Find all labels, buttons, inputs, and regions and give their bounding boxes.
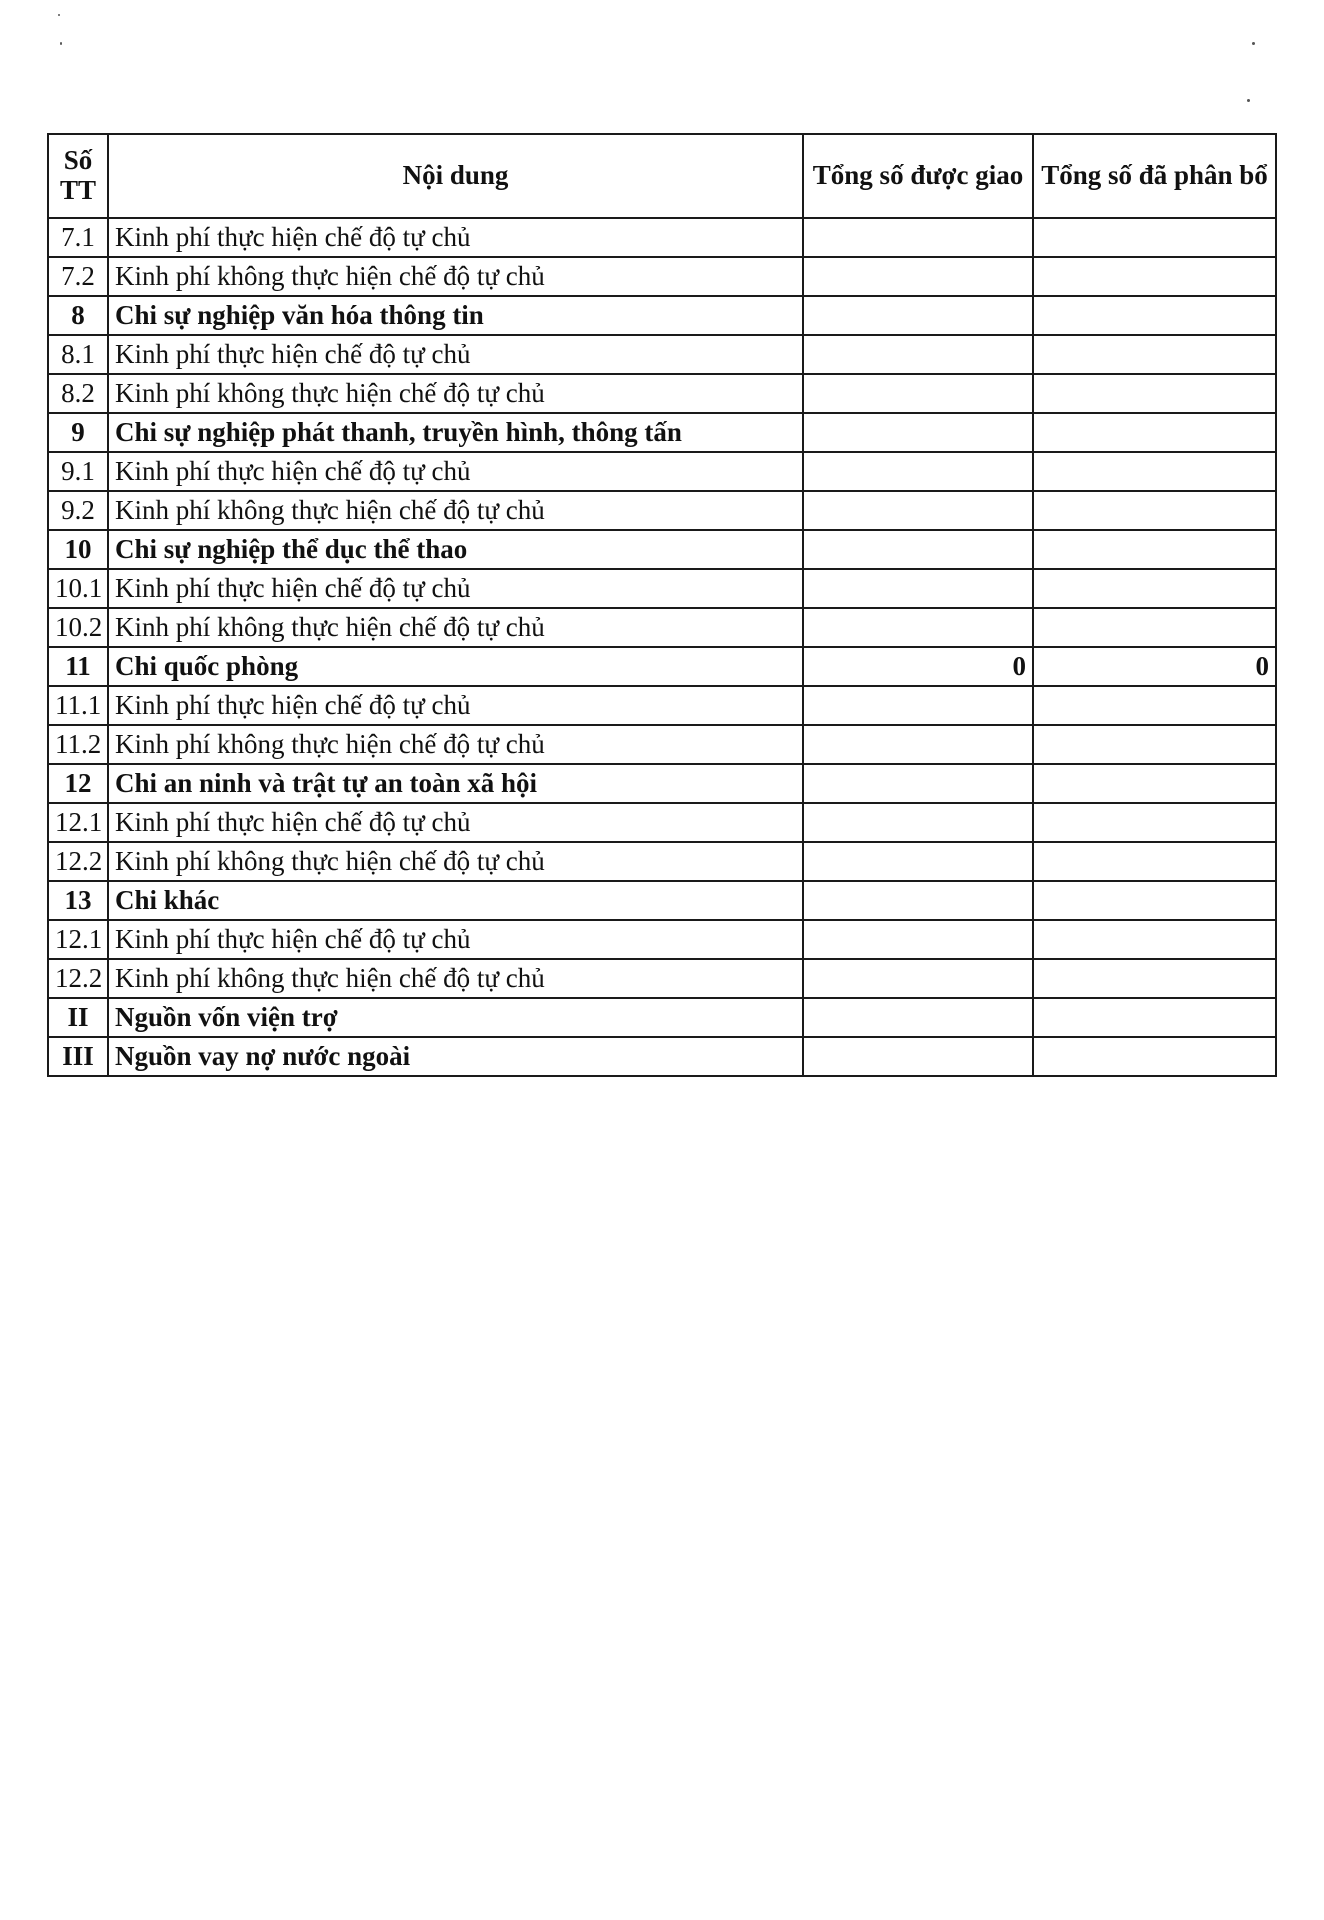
row-number-cell: 11 [48,647,108,686]
row-assigned-cell: 0 [803,647,1033,686]
scan-speck [60,42,62,45]
row-allocated-cell [1033,530,1276,569]
row-content-cell: Kinh phí thực hiện chế độ tự chủ [108,218,803,257]
row-content-cell: Kinh phí thực hiện chế độ tự chủ [108,803,803,842]
row-assigned-cell [803,296,1033,335]
row-number-cell: 10.2 [48,608,108,647]
table-row [48,686,1276,725]
row-number-cell: 9 [48,413,108,452]
row-allocated-cell [1033,335,1276,374]
row-content-cell: Chi sự nghiệp phát thanh, truyền hình, thông tấn [108,413,803,452]
table-row [48,842,1276,881]
row-assigned-cell [803,257,1033,296]
table-row [48,881,1276,920]
row-assigned-cell [803,842,1033,881]
table-header [48,134,1276,218]
row-assigned-cell [803,335,1033,374]
row-allocated-cell [1033,257,1276,296]
row-content-cell: Kinh phí không thực hiện chế độ tự chủ [108,491,803,530]
row-number-cell: 12.1 [48,920,108,959]
table-row [48,452,1276,491]
row-assigned-cell [803,881,1033,920]
row-content-cell: Nguồn vốn viện trợ [108,998,803,1037]
row-content-cell: Kinh phí không thực hiện chế độ tự chủ [108,257,803,296]
row-allocated-cell [1033,608,1276,647]
row-content-cell: Nguồn vay nợ nước ngoài [108,1037,803,1076]
row-content-cell: Kinh phí thực hiện chế độ tự chủ [108,335,803,374]
row-number-cell: 10.1 [48,569,108,608]
row-allocated-cell [1033,413,1276,452]
row-assigned-cell [803,374,1033,413]
table-row [48,218,1276,257]
row-content-cell: Kinh phí thực hiện chế độ tự chủ [108,920,803,959]
row-number-cell: 8 [48,296,108,335]
row-assigned-cell [803,998,1033,1037]
row-content-cell: Kinh phí không thực hiện chế độ tự chủ [108,725,803,764]
row-assigned-cell [803,959,1033,998]
row-allocated-cell [1033,374,1276,413]
row-number-cell: 7.1 [48,218,108,257]
row-assigned-cell [803,491,1033,530]
row-allocated-cell [1033,998,1276,1037]
row-allocated-cell [1033,803,1276,842]
row-number-cell: 11.1 [48,686,108,725]
header-stt: Số TT [48,134,108,218]
table-row [48,413,1276,452]
row-assigned-cell [803,218,1033,257]
row-content-cell: Kinh phí không thực hiện chế độ tự chủ [108,608,803,647]
table-row [48,569,1276,608]
row-assigned-cell [803,764,1033,803]
row-allocated-cell [1033,920,1276,959]
row-assigned-cell [803,1037,1033,1076]
table-row [48,998,1276,1037]
table-row [48,257,1276,296]
scan-speck [58,14,60,16]
row-number-cell: 12.2 [48,959,108,998]
row-number-cell: 12 [48,764,108,803]
row-number-cell: 13 [48,881,108,920]
row-number-cell: III [48,1037,108,1076]
row-assigned-cell [803,569,1033,608]
row-content-cell: Kinh phí không thực hiện chế độ tự chủ [108,842,803,881]
scan-speck [1252,42,1255,45]
row-allocated-cell [1033,842,1276,881]
row-number-cell: 7.2 [48,257,108,296]
table-row [48,335,1276,374]
row-content-cell: Chi sự nghiệp thể dục thể thao [108,530,803,569]
row-allocated-cell [1033,296,1276,335]
header-assigned-total: Tổng số được giao [803,134,1033,218]
table-row [48,374,1276,413]
table-row [48,608,1276,647]
row-allocated-cell [1033,218,1276,257]
row-allocated-cell [1033,452,1276,491]
row-number-cell: 9.1 [48,452,108,491]
row-number-cell: II [48,998,108,1037]
table-row [48,1037,1276,1076]
row-assigned-cell [803,608,1033,647]
header-content: Nội dung [108,134,803,218]
table-row [48,491,1276,530]
table-row [48,296,1276,335]
table-row [48,647,1276,686]
row-content-cell: Kinh phí thực hiện chế độ tự chủ [108,452,803,491]
row-allocated-cell [1033,686,1276,725]
row-allocated-cell [1033,725,1276,764]
row-number-cell: 8.1 [48,335,108,374]
scan-speck [1247,99,1250,102]
table-row [48,764,1276,803]
row-number-cell: 11.2 [48,725,108,764]
row-allocated-cell [1033,1037,1276,1076]
row-content-cell: Kinh phí thực hiện chế độ tự chủ [108,569,803,608]
budget-table [47,133,1277,1077]
row-allocated-cell [1033,764,1276,803]
table-row [48,959,1276,998]
row-number-cell: 10 [48,530,108,569]
table-body [48,218,1276,1076]
row-content-cell: Kinh phí thực hiện chế độ tự chủ [108,686,803,725]
row-assigned-cell [803,803,1033,842]
row-content-cell: Chi an ninh và trật tự an toàn xã hội [108,764,803,803]
row-allocated-cell [1033,491,1276,530]
row-allocated-cell: 0 [1033,647,1276,686]
table-row [48,530,1276,569]
row-content-cell: Kinh phí không thực hiện chế độ tự chủ [108,374,803,413]
row-content-cell: Chi quốc phòng [108,647,803,686]
row-allocated-cell [1033,959,1276,998]
header-allocated-total: Tổng số đã phân bổ [1033,134,1276,218]
row-number-cell: 12.2 [48,842,108,881]
row-content-cell: Chi khác [108,881,803,920]
row-assigned-cell [803,530,1033,569]
row-allocated-cell [1033,569,1276,608]
row-content-cell: Chi sự nghiệp văn hóa thông tin [108,296,803,335]
header-row [48,134,1276,218]
row-allocated-cell [1033,881,1276,920]
row-assigned-cell [803,452,1033,491]
row-assigned-cell [803,686,1033,725]
table-row [48,803,1276,842]
row-number-cell: 9.2 [48,491,108,530]
row-number-cell: 8.2 [48,374,108,413]
table-row [48,920,1276,959]
row-assigned-cell [803,920,1033,959]
row-assigned-cell [803,413,1033,452]
row-content-cell: Kinh phí không thực hiện chế độ tự chủ [108,959,803,998]
row-assigned-cell [803,725,1033,764]
row-number-cell: 12.1 [48,803,108,842]
table-row [48,725,1276,764]
